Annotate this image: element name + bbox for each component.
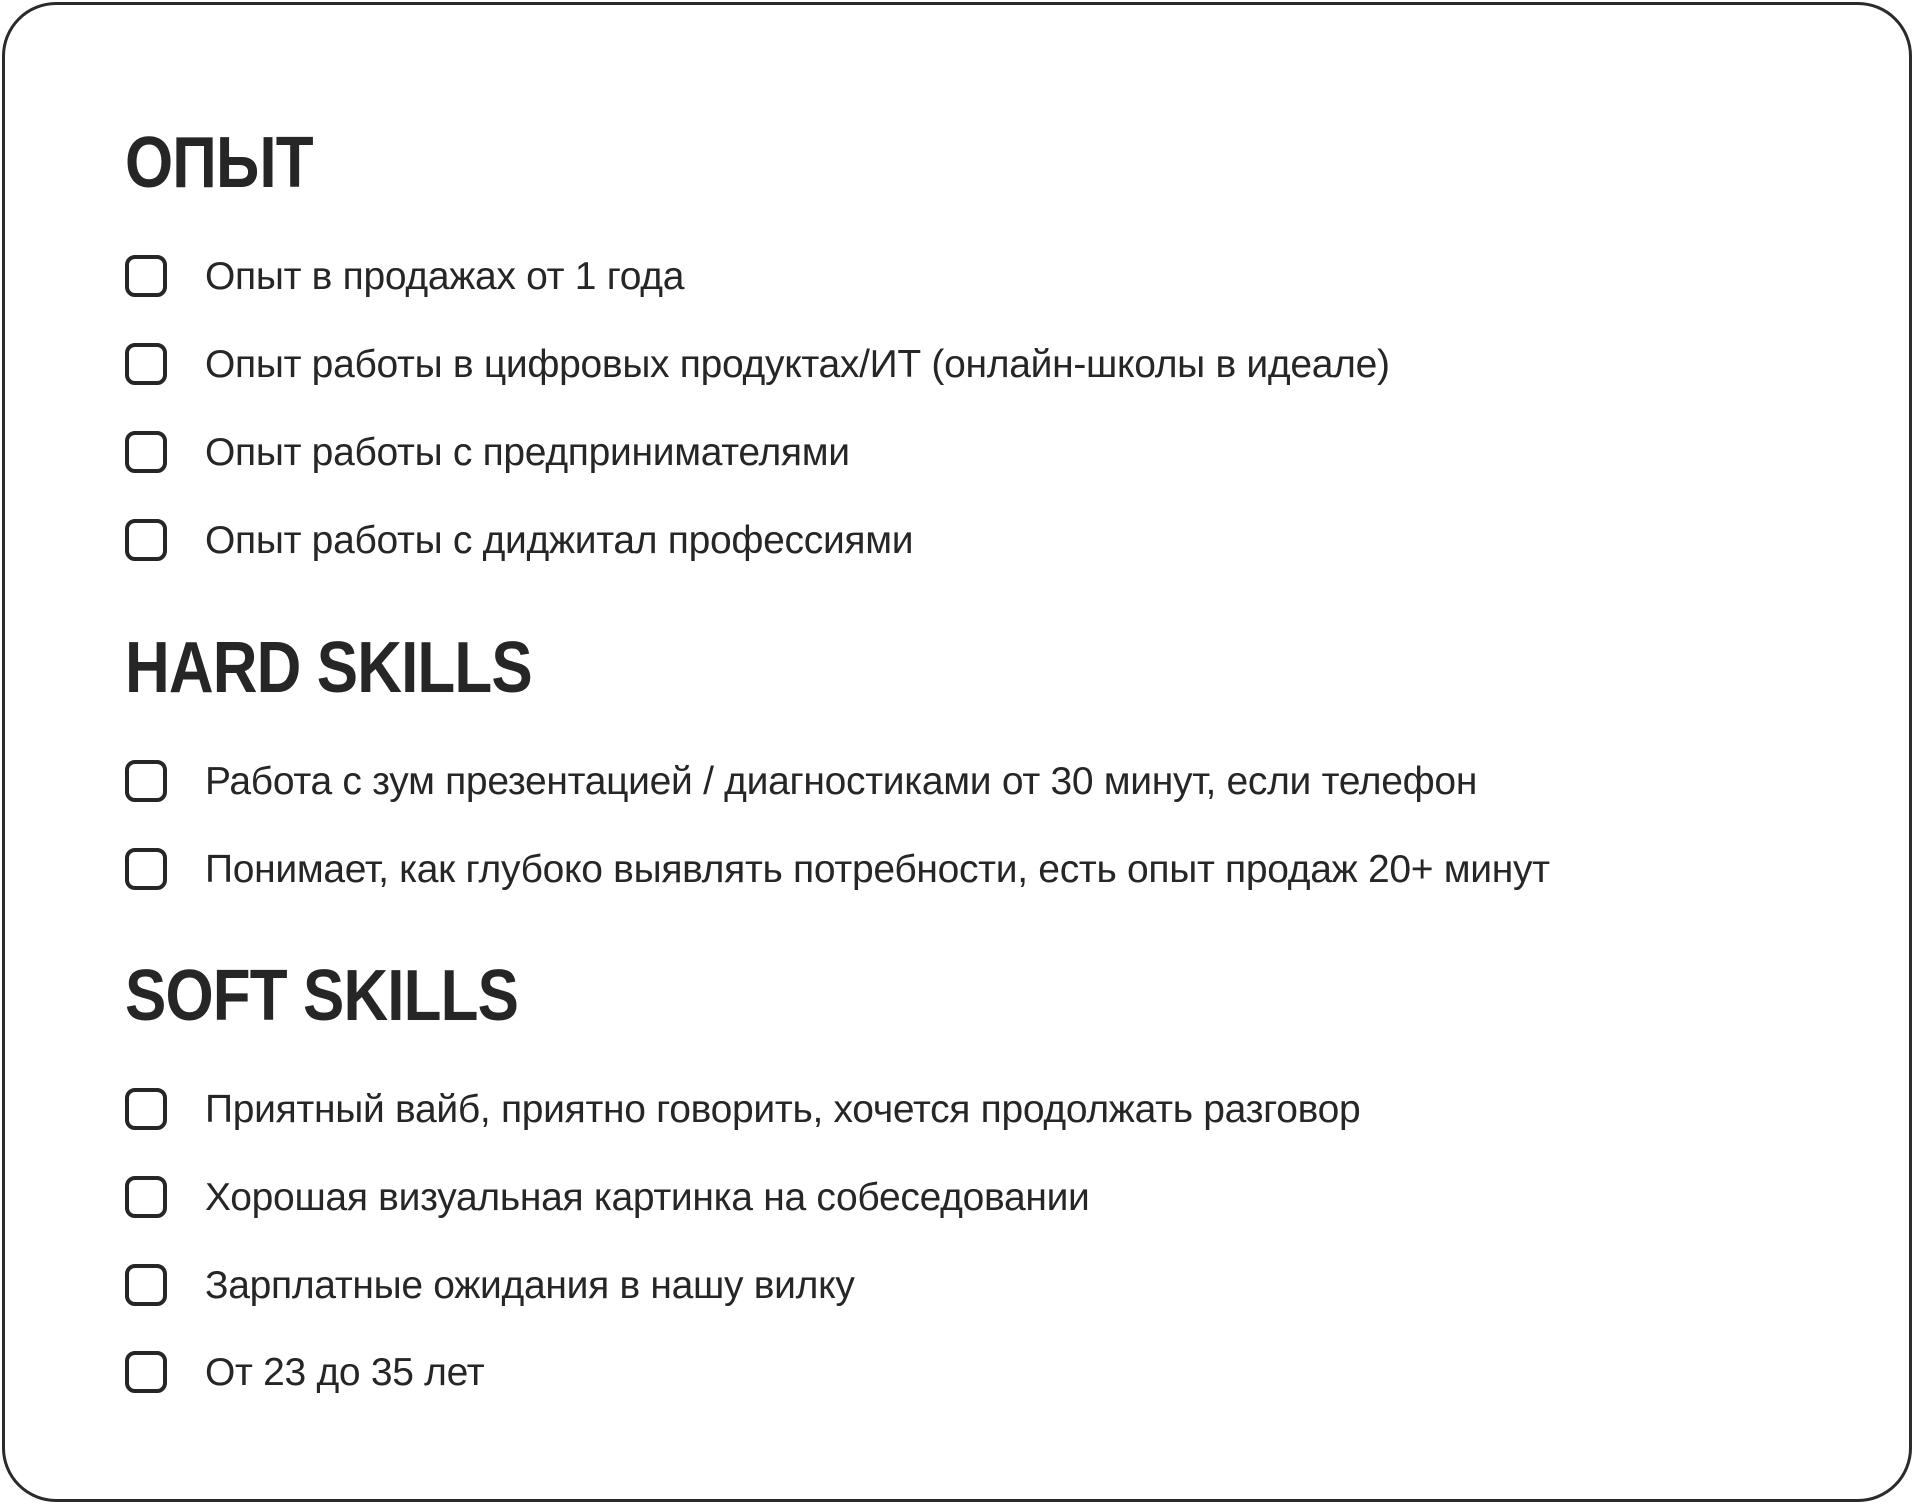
- checkbox[interactable]: [125, 760, 167, 802]
- checklist-item-label: Зарплатные ожидания в нашу вилку: [205, 1263, 855, 1307]
- checklist-item[interactable]: [125, 1261, 855, 1309]
- checklist-item-label: Опыт работы в цифровых продуктах/ИТ (онлайн-школы в идеале): [205, 342, 1390, 386]
- checklist-item[interactable]: [125, 845, 1550, 893]
- checklist-item[interactable]: [125, 1173, 1090, 1221]
- checklist-item-label: Опыт работы с предпринимателями: [205, 430, 850, 474]
- checkbox[interactable]: [125, 1351, 167, 1393]
- checkbox[interactable]: [125, 1088, 167, 1130]
- checklist-item[interactable]: [125, 428, 850, 476]
- checklist-item-label: Хорошая визуальная картинка на собеседовании: [205, 1175, 1090, 1219]
- checklist-item-label: Понимает, как глубоко выявлять потребности, есть опыт продаж 20+ минут: [205, 847, 1550, 891]
- checkbox[interactable]: [125, 519, 167, 561]
- section-title-hard-skills: HARD SKILLS: [125, 628, 532, 708]
- checklist-card: [2, 2, 1912, 1502]
- checklist-item-label: Опыт работы с диджитал профессиями: [205, 518, 914, 562]
- checklist-item[interactable]: [125, 757, 1477, 805]
- checkbox[interactable]: [125, 1264, 167, 1306]
- checkbox[interactable]: [125, 848, 167, 890]
- checkbox[interactable]: [125, 431, 167, 473]
- checkbox[interactable]: [125, 1176, 167, 1218]
- checklist-item-label: Приятный вайб, приятно говорить, хочется продолжать разговор: [205, 1087, 1361, 1131]
- section-title-experience: ОПЫТ: [125, 123, 313, 203]
- checklist-item-label: Опыт в продажах от 1 года: [205, 254, 685, 298]
- checkbox[interactable]: [125, 343, 167, 385]
- checklist-item-label: Работа с зум презентацией / диагностиками от 30 минут, если телефон: [205, 759, 1478, 803]
- checklist-item[interactable]: [125, 252, 684, 300]
- checklist-item[interactable]: [125, 1085, 1360, 1133]
- section-title-soft-skills: SOFT SKILLS: [125, 956, 519, 1036]
- checklist-item-label: От 23 до 35 лет: [205, 1350, 485, 1394]
- checklist-item[interactable]: [125, 1348, 484, 1396]
- checklist-item[interactable]: [125, 340, 1390, 388]
- checkbox[interactable]: [125, 255, 167, 297]
- checklist-item[interactable]: [125, 516, 913, 564]
